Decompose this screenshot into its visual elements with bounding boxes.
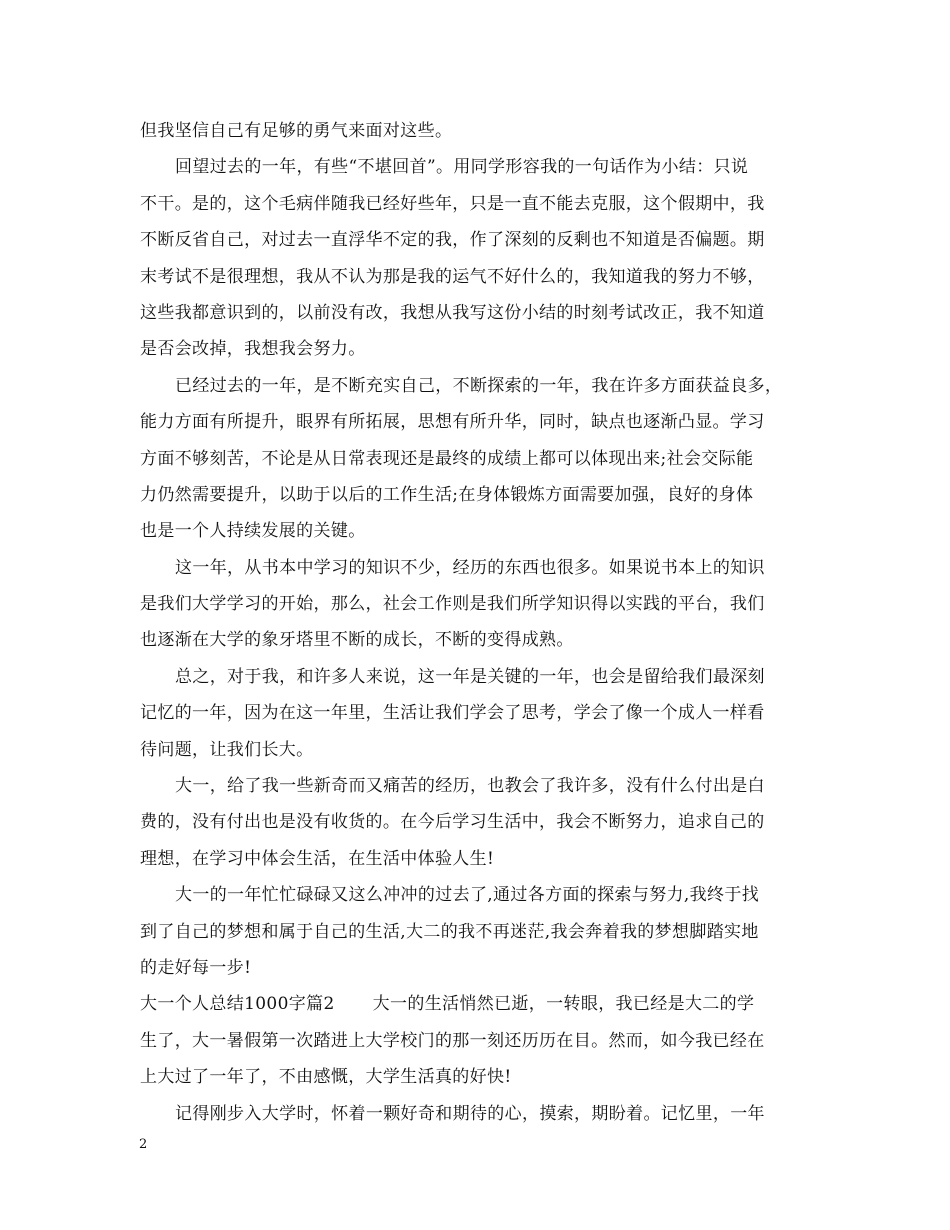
paragraph-line: 不断反省自己，对过去一直浮华不定的我，作了深刻的反剩也不知道是否偏题。期 — [140, 230, 765, 251]
paragraph-line: 但我坚信自己有足够的勇气来面对这些。 — [140, 121, 453, 141]
paragraph-line: 这些我都意识到的，以前没有改，我想从我写这份小结的时刻考试改正，我不知道 — [140, 302, 765, 323]
paragraph-line: 费的，没有付出也是没有收货的。在今后学习生活中，我会不断努力，追求自己的 — [140, 812, 765, 833]
paragraph-line: 方面不够刻苦，不论是从日常表现还是最终的成绩上都可以体现出来;社会交际能 — [140, 448, 754, 469]
paragraph-line: 回望过去的一年，有些“不堪回首”。用同学形容我的一句话作为小结：只说 — [175, 157, 749, 178]
paragraph-line: 也是一个人持续发展的关键。 — [140, 521, 366, 542]
section-heading: 大一个人总结1000字篇2 — [140, 994, 335, 1015]
section-heading-line — [140, 986, 825, 1022]
paragraph-line: 已经过去的一年，是不断充实自己，不断探索的一年，我在许多方面获益良多， — [175, 375, 783, 396]
paragraph-line: 总之，对于我，和许多人来说，这一年是关键的一年，也会是留给我们最深刻 — [175, 666, 765, 687]
paragraph-line: 能力方面有所提升，眼界有所拓展，思想有所升华，同时，缺点也逐渐凸显。学习 — [140, 412, 765, 433]
paragraph-line: 力仍然需要提升，以助于以后的工作生活;在身体锻炼方面需要加强，良好的身体 — [140, 484, 754, 505]
paragraph-line: 上大过了一年了，不由感慨，大学生活真的好快! — [140, 1067, 512, 1088]
paragraph-line: 大一的一年忙忙碌碌又这么冲冲的过去了,通过各方面的探索与努力,我终于找 — [175, 885, 760, 906]
paragraph-line: 记忆的一年，因为在这一年里，生活让我们学会了思考，学会了像一个成人一样看 — [140, 703, 765, 724]
document-body — [140, 113, 825, 1132]
paragraph-line: 待问题，让我们长大。 — [140, 739, 314, 760]
paragraph-line: 大一，给了我一些新奇而又痛苦的经历，也教会了我许多，没有什么付出是白 — [175, 776, 765, 797]
paragraph-line: 记得刚步入大学时，怀着一颗好奇和期待的心，摸索，期盼着。记忆里，一年 — [175, 1103, 765, 1124]
paragraph-line: 理想，在学习中体会生活，在生活中体验人生! — [140, 848, 495, 869]
heading-line-text: 大一的生活悄然已逝，一转眼，我已经是大二的学 — [372, 994, 755, 1015]
page-number: 2 — [139, 1137, 148, 1152]
paragraph-line: 是我们大学学习的开始，那么，社会工作则是我们所学知识得以实践的平台，我们 — [140, 594, 765, 615]
paragraph-line: 的走好每一步! — [140, 957, 252, 978]
paragraph-line: 不干。是的，这个毛病伴随我已经好些年，只是一直不能去克服，这个假期中，我 — [140, 193, 765, 214]
paragraph-line: 这一年，从书本中学习的知识不少，经历的东西也很多。如果说书本上的知识 — [175, 557, 765, 578]
paragraph-line: 也逐渐在大学的象牙塔里不断的成长，不断的变得成熟。 — [140, 630, 574, 651]
paragraph-line: 末考试不是很理想，我从不认为那是我的运气不好什么的，我知道我的努力不够， — [140, 266, 765, 287]
paragraph-line: 到了自己的梦想和属于自己的生活,大二的我不再迷茫,我会奔着我的梦想脚踏实地 — [140, 921, 759, 942]
paragraph-line: 是否会改掉，我想我会努力。 — [140, 339, 366, 360]
paragraph-line: 生了，大一暑假第一次踏进上大学校门的那一刻还历历在目。然而，如今我已经在 — [140, 1030, 765, 1051]
